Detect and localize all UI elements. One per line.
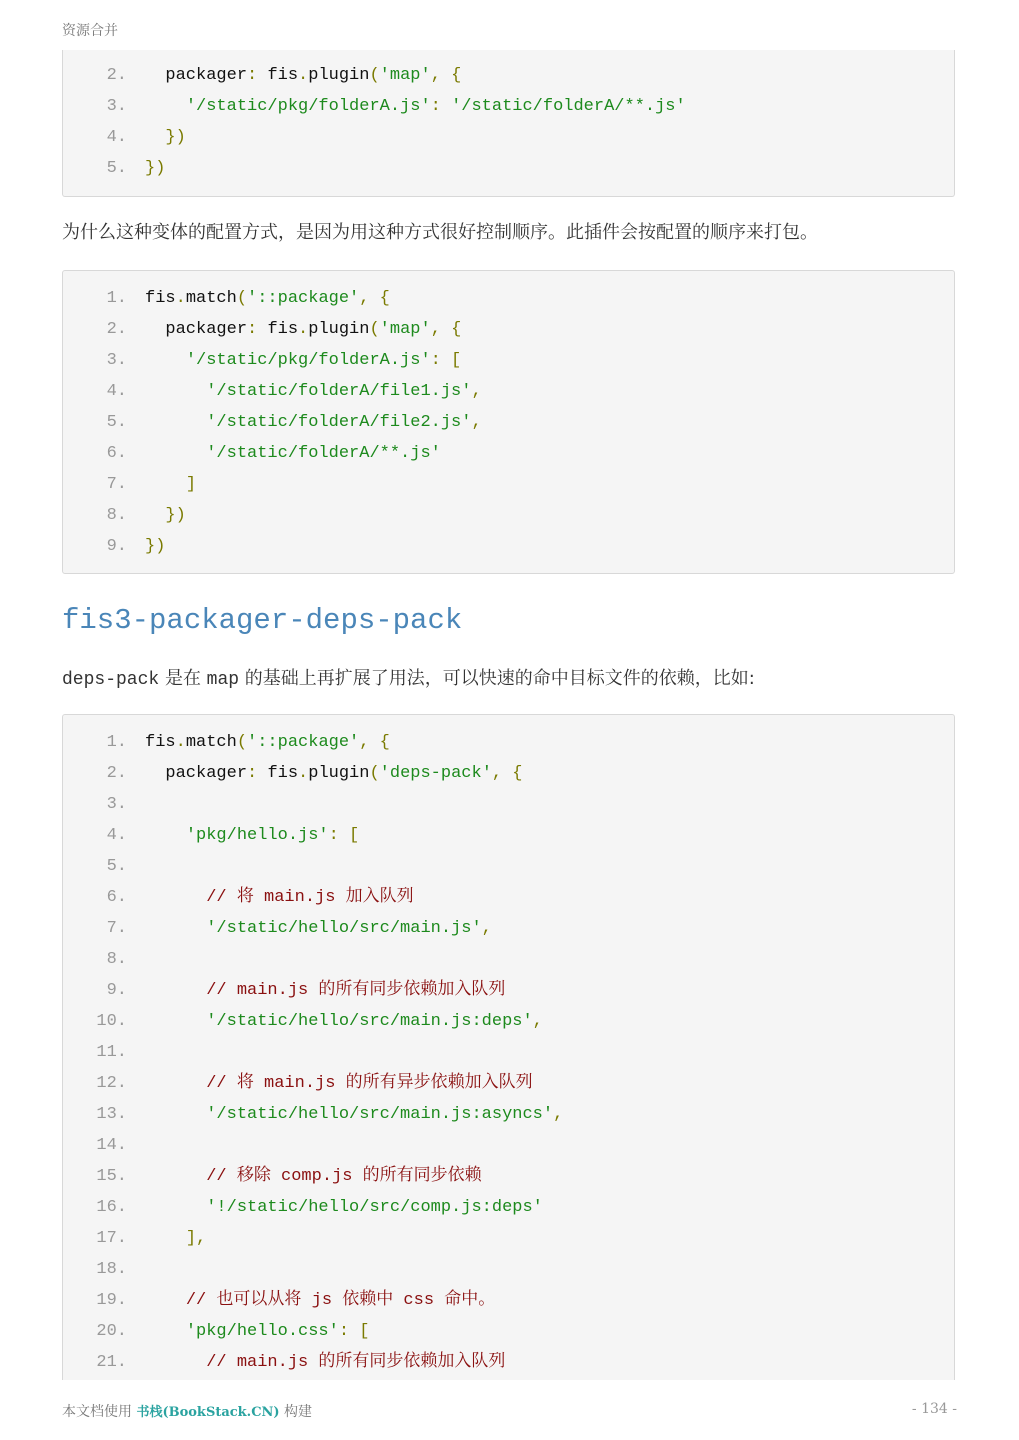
code-string: 'pkg/hello.js' [185,826,329,845]
code-token: plugin [308,320,370,339]
line-number: 20. [96,1322,127,1341]
code-token: packager [145,320,248,339]
code-token [145,1229,186,1248]
code-text [145,1347,505,1378]
line-number: 11. [96,1043,127,1062]
code-punctuation: : [247,764,268,783]
line-number: 8. [106,506,127,525]
line-number: 10. [96,1012,127,1031]
code-token [145,413,206,432]
code-punctuation: : [430,97,452,116]
code-punctuation: . [175,733,186,752]
code-text [145,314,461,345]
code-string: '/static/pkg/folderA.js' [185,97,431,116]
code-punctuation: ( [369,764,380,783]
code-token [145,919,206,938]
code-token [145,1198,206,1217]
line-number: 4. [106,128,127,147]
footer-brand-link[interactable]: 书栈(BookStack.CN) [136,1405,280,1420]
code-text [145,1223,206,1254]
code-string: '!/static/hello/src/comp.js:deps' [206,1198,543,1217]
code-text [145,531,165,562]
code-punctuation: , { [430,66,462,85]
code-text [145,153,165,184]
code-text [145,1192,543,1223]
code-text [145,820,359,851]
code-token: fis [267,320,299,339]
code-punctuation: . [175,289,186,308]
code-string: '/static/folderA/file2.js' [206,413,472,432]
line-number: 13. [96,1105,127,1124]
line-number: 9. [106,981,127,1000]
code-token: packager [145,66,248,85]
code-punctuation: }) [165,128,186,147]
code-token [145,382,206,401]
inline-code-deps-pack: deps-pack [62,670,160,690]
line-number: 3. [106,97,127,116]
code-string: '/static/folderA/**.js' [206,444,441,463]
line-number: 3. [106,351,127,370]
code-block-3 [62,714,955,1380]
code-text [145,469,196,500]
code-punctuation: , [471,413,482,432]
line-number: 7. [106,919,127,938]
line-number: 18. [96,1260,127,1279]
code-token [145,1105,206,1124]
code-block-1 [62,50,955,197]
code-string: '/static/hello/src/main.js' [206,919,482,938]
code-token [145,128,165,147]
line-number: 3. [106,795,127,814]
code-token [145,506,165,525]
code-text [145,345,461,376]
code-comment: // 移除 comp.js 的所有同步依赖 [206,1167,482,1186]
line-number: 7. [106,475,127,494]
line-number: 6. [106,444,127,463]
line-number: 1. [106,733,127,752]
code-comment: // 将 main.js 加入队列 [206,888,414,907]
code-token [145,1074,206,1093]
code-token [145,1291,186,1310]
page-number: - 134 - [911,1401,957,1417]
code-text [145,1285,495,1316]
code-string: 'deps-pack' [379,764,492,783]
code-punctuation: , { [359,289,390,308]
code-text [145,975,505,1006]
code-punctuation: . [298,320,309,339]
code-token: match [185,733,237,752]
code-punctuation: ( [369,66,380,85]
code-comment: // 也可以从将 js 依赖中 css 命中。 [185,1291,496,1310]
code-token [145,1167,206,1186]
code-token [145,351,186,370]
code-punctuation: ( [369,320,380,339]
code-string: '/static/pkg/folderA.js' [185,351,431,370]
code-token: fis [145,733,176,752]
line-number: 8. [106,950,127,969]
line-number: 2. [106,66,127,85]
line-number: 5. [106,857,127,876]
line-number: 17. [96,1229,127,1248]
code-text [145,500,186,531]
code-punctuation: }) [145,537,166,556]
code-punctuation: ], [185,1229,207,1248]
code-text [145,376,482,407]
code-punctuation: : [ [328,826,360,845]
code-text [145,1161,482,1192]
code-token [145,97,186,116]
code-token [145,1322,186,1341]
code-comment: // main.js 的所有同步依赖加入队列 [206,981,506,1000]
code-punctuation: : [247,66,268,85]
line-number: 5. [106,159,127,178]
line-number: 6. [106,888,127,907]
line-number: 5. [106,413,127,432]
code-punctuation: , { [359,733,390,752]
code-punctuation: ] [185,475,197,494]
paragraph-deps-pack-intro [62,664,755,690]
code-punctuation: , { [491,764,523,783]
code-text [145,91,686,122]
code-token: plugin [308,764,370,783]
code-string: '/static/hello/src/main.js:asyncs' [206,1105,554,1124]
code-text [145,60,461,91]
code-string: 'map' [379,320,431,339]
line-number: 2. [106,764,127,783]
code-text [145,1099,563,1130]
line-number: 1. [106,289,127,308]
code-punctuation: , [481,919,492,938]
code-comment: // 将 main.js 的所有异步依赖加入队列 [206,1074,533,1093]
code-token: match [185,289,237,308]
code-string: '/static/folderA/file1.js' [206,382,472,401]
code-string: '::package' [247,733,360,752]
line-number: 16. [96,1198,127,1217]
code-text [145,758,523,789]
code-string: '::package' [247,289,360,308]
code-string: 'map' [379,66,431,85]
footer-suffix: 构建 [279,1404,313,1420]
code-punctuation: , [471,382,482,401]
code-text [145,122,186,153]
code-text [145,407,482,438]
line-number: 2. [106,320,127,339]
code-punctuation: , [553,1105,564,1124]
footer-prefix: 本文档使用 [62,1404,137,1420]
code-punctuation: }) [165,506,186,525]
code-token [145,1353,206,1372]
code-token: plugin [308,66,370,85]
code-token: fis [267,66,299,85]
code-text [145,913,492,944]
code-token [145,444,206,463]
line-number: 9. [106,537,127,556]
code-token [145,981,206,1000]
footer-credit [62,1401,312,1421]
code-punctuation: . [298,764,309,783]
line-number: 21. [96,1353,127,1372]
code-string: '/static/folderA/**.js' [451,97,686,116]
code-punctuation: , { [430,320,462,339]
code-block-2 [62,270,955,574]
section-heading: fis3-packager-deps-pack [62,604,463,637]
code-punctuation: : [ [430,351,462,370]
code-token: fis [145,289,176,308]
line-number: 14. [96,1136,127,1155]
code-token: packager [145,764,248,783]
code-text [145,1316,369,1347]
code-text [145,882,414,913]
paragraph-ordering-note: 为什么这种变体的配置方式，是因为用这种方式很好控制顺序。此插件会按配置的顺序来打包。 [62,222,818,243]
inline-code-map: map [206,670,240,690]
code-token [145,475,186,494]
code-punctuation: }) [145,159,166,178]
code-string: '/static/hello/src/main.js:deps' [206,1012,533,1031]
line-number: 15. [96,1167,127,1186]
code-token: fis [267,764,299,783]
code-text [145,1068,533,1099]
line-number: 12. [96,1074,127,1093]
code-punctuation: ( [236,289,248,308]
code-token [145,1012,206,1031]
code-punctuation: : [ [338,1322,370,1341]
code-text [145,438,441,469]
code-text [145,1006,543,1037]
line-number: 4. [106,382,127,401]
paragraph-text: 的基础上再扩展了用法，可以快速的命中目标文件的依赖，比如: [239,668,755,689]
paragraph-text: 是在 [159,668,207,689]
code-punctuation: : [247,320,268,339]
code-punctuation: , [532,1012,543,1031]
code-text [145,727,390,758]
code-comment: // main.js 的所有同步依赖加入队列 [206,1353,506,1372]
code-token [145,888,206,907]
running-header: 资源合并 [62,23,118,39]
code-string: 'pkg/hello.css' [185,1322,339,1341]
code-text [145,283,390,314]
code-punctuation: ( [236,733,248,752]
line-number: 19. [96,1291,127,1310]
code-punctuation: . [298,66,309,85]
code-token [145,826,186,845]
line-number: 4. [106,826,127,845]
